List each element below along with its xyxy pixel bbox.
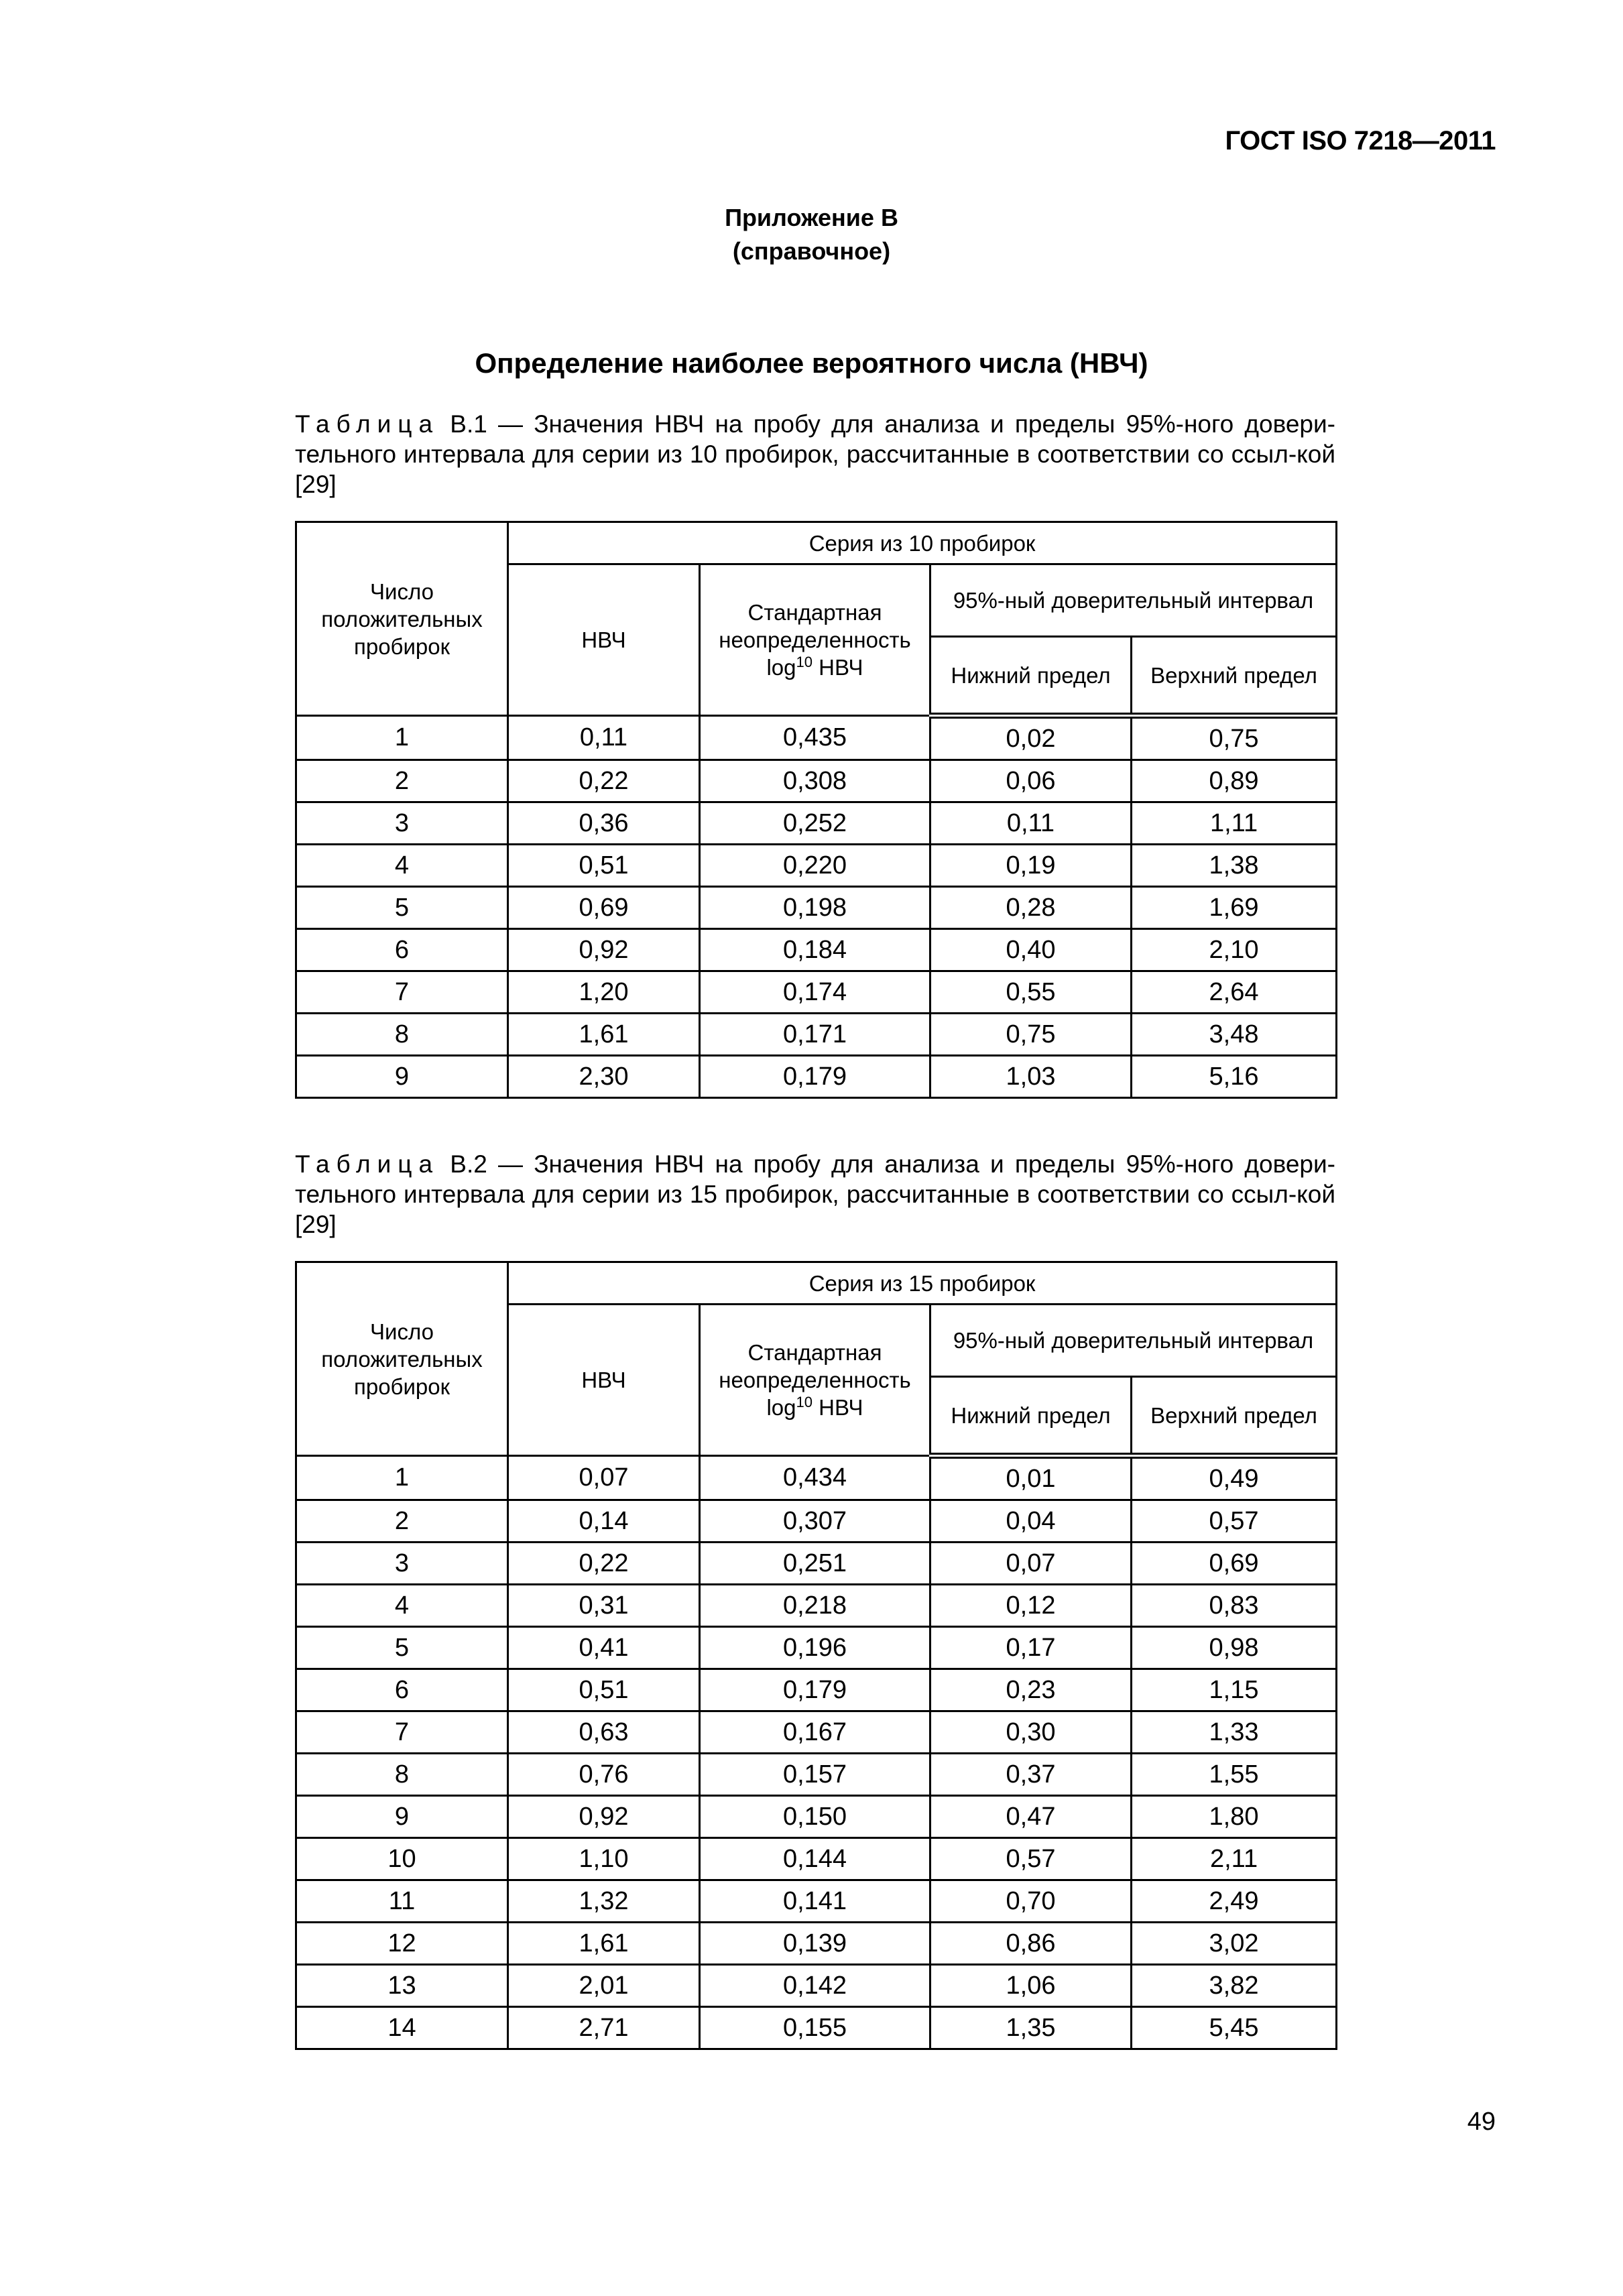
table-row bbox=[296, 1754, 1337, 1796]
table-cell: 3,02 bbox=[1132, 1923, 1337, 1965]
header-mpn: НВЧ bbox=[508, 564, 700, 716]
table-cell: 1,20 bbox=[508, 971, 700, 1014]
table-cell: 0,51 bbox=[508, 1669, 700, 1711]
table-b1-body bbox=[296, 716, 1337, 1098]
table-cell: 0,144 bbox=[700, 1838, 930, 1880]
table-cell: 0,150 bbox=[700, 1796, 930, 1838]
header-std-uncertainty bbox=[700, 1305, 930, 1456]
table-row bbox=[296, 845, 1337, 887]
table-cell: 0,141 bbox=[700, 1880, 930, 1923]
table-cell: 6 bbox=[296, 929, 508, 971]
table-row bbox=[296, 1543, 1337, 1585]
table-cell: 3,82 bbox=[1132, 1965, 1337, 2007]
table-row bbox=[296, 716, 1337, 760]
header-lower-limit: Нижний предел bbox=[930, 637, 1132, 716]
table-row bbox=[296, 1923, 1337, 1965]
table-cell: 10 bbox=[296, 1838, 508, 1880]
table-b1-caption bbox=[295, 409, 1335, 499]
table-cell: 0,19 bbox=[930, 845, 1132, 887]
header-positive-tubes: Число положительных пробирок bbox=[296, 1262, 508, 1456]
table-cell: 0,435 bbox=[700, 716, 930, 760]
table-cell: 0,75 bbox=[1132, 716, 1337, 760]
table-cell: 0,28 bbox=[930, 887, 1132, 929]
table-cell: 0,36 bbox=[508, 802, 700, 845]
header-confidence-interval: 95%-ный доверительный интервал bbox=[930, 1305, 1337, 1377]
table-cell: 0,55 bbox=[930, 971, 1132, 1014]
table-cell: 0,179 bbox=[700, 1669, 930, 1711]
table-row bbox=[296, 1796, 1337, 1838]
table-cell: 0,220 bbox=[700, 845, 930, 887]
std-suffix: НВЧ bbox=[813, 1395, 863, 1420]
header-series: Серия из 15 пробирок bbox=[508, 1262, 1337, 1305]
table-cell: 0,40 bbox=[930, 929, 1132, 971]
table-row bbox=[296, 1965, 1337, 2007]
table-row bbox=[296, 1585, 1337, 1627]
table-cell: 0,218 bbox=[700, 1585, 930, 1627]
table-cell: 13 bbox=[296, 1965, 508, 2007]
table-cell: 1,69 bbox=[1132, 887, 1337, 929]
table-cell: 1,32 bbox=[508, 1880, 700, 1923]
table-cell: 0,89 bbox=[1132, 760, 1337, 802]
table-cell: 0,92 bbox=[508, 929, 700, 971]
table-cell: 3,48 bbox=[1132, 1014, 1337, 1056]
table-cell: 0,307 bbox=[700, 1500, 930, 1543]
table-cell: 1 bbox=[296, 1456, 508, 1500]
table-cell: 0,63 bbox=[508, 1711, 700, 1754]
table-cell: 0,23 bbox=[930, 1669, 1132, 1711]
table-cell: 0,07 bbox=[508, 1456, 700, 1500]
table-row bbox=[296, 760, 1337, 802]
table-cell: 0,22 bbox=[508, 760, 700, 802]
table-cell: 0,22 bbox=[508, 1543, 700, 1585]
table-cell: 8 bbox=[296, 1754, 508, 1796]
table-cell: 2,49 bbox=[1132, 1880, 1337, 1923]
table-cell: 0,41 bbox=[508, 1627, 700, 1669]
table-cell: 0,179 bbox=[700, 1056, 930, 1098]
table-cell: 1,61 bbox=[508, 1014, 700, 1056]
std-suffix: НВЧ bbox=[813, 655, 863, 680]
table-cell: 0,252 bbox=[700, 802, 930, 845]
section-title: Определение наиболее вероятного числа (НВЧ) bbox=[475, 347, 1148, 379]
table-cell: 0,57 bbox=[1132, 1500, 1337, 1543]
table-b2-caption bbox=[295, 1149, 1335, 1240]
table-cell: 7 bbox=[296, 971, 508, 1014]
table-cell: 0,155 bbox=[700, 2007, 930, 2049]
table-cell: 0,14 bbox=[508, 1500, 700, 1543]
table-cell: 0,434 bbox=[700, 1456, 930, 1500]
table-cell: 5 bbox=[296, 887, 508, 929]
table-cell: 3 bbox=[296, 1543, 508, 1585]
table-cell: 6 bbox=[296, 1669, 508, 1711]
table-cell: 0,251 bbox=[700, 1543, 930, 1585]
table-cell: 0,174 bbox=[700, 971, 930, 1014]
table-cell: 12 bbox=[296, 1923, 508, 1965]
document-code: ГОСТ ISO 7218—2011 bbox=[1225, 126, 1496, 156]
table-cell: 0,171 bbox=[700, 1014, 930, 1056]
table-cell: 2,01 bbox=[508, 1965, 700, 2007]
table-cell: 1,33 bbox=[1132, 1711, 1337, 1754]
table-cell: 0,30 bbox=[930, 1711, 1132, 1754]
table-b2 bbox=[295, 1261, 1337, 2050]
table-cell: 5 bbox=[296, 1627, 508, 1669]
table-row bbox=[296, 1669, 1337, 1711]
table-cell: 2,30 bbox=[508, 1056, 700, 1098]
table-cell: 0,31 bbox=[508, 1585, 700, 1627]
table-row bbox=[296, 1056, 1337, 1098]
caption-label: Таблица bbox=[295, 410, 440, 438]
table-cell: 0,06 bbox=[930, 760, 1132, 802]
table-cell: 1,80 bbox=[1132, 1796, 1337, 1838]
table-cell: 1,35 bbox=[930, 2007, 1132, 2049]
table-cell: 0,12 bbox=[930, 1585, 1132, 1627]
table-cell: 0,157 bbox=[700, 1754, 930, 1796]
table-cell: 0,11 bbox=[508, 716, 700, 760]
table-cell: 0,69 bbox=[508, 887, 700, 929]
appendix-subtitle: (справочное) bbox=[732, 237, 891, 265]
table-cell: 2 bbox=[296, 1500, 508, 1543]
table-cell: 0,184 bbox=[700, 929, 930, 971]
table-cell: 5,16 bbox=[1132, 1056, 1337, 1098]
table-cell: 0,167 bbox=[700, 1711, 930, 1754]
table-cell: 0,75 bbox=[930, 1014, 1132, 1056]
table-row bbox=[296, 1456, 1337, 1500]
table-cell: 1,38 bbox=[1132, 845, 1337, 887]
header-mpn: НВЧ bbox=[508, 1305, 700, 1456]
table-cell: 0,02 bbox=[930, 716, 1132, 760]
table-cell: 0,51 bbox=[508, 845, 700, 887]
table-cell: 0,47 bbox=[930, 1796, 1132, 1838]
header-confidence-interval: 95%-ный доверительный интервал bbox=[930, 564, 1337, 637]
table-cell: 1 bbox=[296, 716, 508, 760]
table-row bbox=[296, 1500, 1337, 1543]
table-cell: 0,308 bbox=[700, 760, 930, 802]
table-cell: 0,142 bbox=[700, 1965, 930, 2007]
table-cell: 0,57 bbox=[930, 1838, 1132, 1880]
table-cell: 0,83 bbox=[1132, 1585, 1337, 1627]
table-cell: 14 bbox=[296, 2007, 508, 2049]
std-prefix: Стандартная неопределенность log bbox=[719, 600, 911, 680]
table-cell: 2,71 bbox=[508, 2007, 700, 2049]
table-cell: 1,10 bbox=[508, 1838, 700, 1880]
table-cell: 0,07 bbox=[930, 1543, 1132, 1585]
table-row bbox=[296, 971, 1337, 1014]
table-cell: 4 bbox=[296, 845, 508, 887]
table-cell: 2 bbox=[296, 760, 508, 802]
appendix-heading bbox=[0, 201, 1623, 268]
header-positive-tubes: Число положительных пробирок bbox=[296, 522, 508, 716]
table-row bbox=[296, 1014, 1337, 1056]
table-cell: 0,196 bbox=[700, 1627, 930, 1669]
std-sup: 10 bbox=[796, 654, 813, 670]
table-cell: 7 bbox=[296, 1711, 508, 1754]
table-b2-body bbox=[296, 1456, 1337, 2049]
table-row bbox=[296, 802, 1337, 845]
table-cell: 0,86 bbox=[930, 1923, 1132, 1965]
table-cell: 0,198 bbox=[700, 887, 930, 929]
caption-text: В.2 — Значения НВЧ на пробу для анализа и пределы 95%-ного довери-тельного интервала для серии из 15 пробирок, рассчитанные в соответствии со ссыл-кой [29] bbox=[295, 1150, 1335, 1238]
table-cell: 1,61 bbox=[508, 1923, 700, 1965]
table-cell: 0,69 bbox=[1132, 1543, 1337, 1585]
std-sup: 10 bbox=[796, 1394, 813, 1410]
header-upper-limit: Верхний предел bbox=[1132, 1377, 1337, 1456]
appendix-title: Приложение В bbox=[725, 204, 898, 231]
table-cell: 3 bbox=[296, 802, 508, 845]
caption-label: Таблица bbox=[295, 1150, 440, 1178]
table-cell: 2,11 bbox=[1132, 1838, 1337, 1880]
table-cell: 2,10 bbox=[1132, 929, 1337, 971]
table-cell: 0,17 bbox=[930, 1627, 1132, 1669]
header-lower-limit: Нижний предел bbox=[930, 1377, 1132, 1456]
header-series: Серия из 10 пробирок bbox=[508, 522, 1337, 564]
table-cell: 9 bbox=[296, 1796, 508, 1838]
table-cell: 1,11 bbox=[1132, 802, 1337, 845]
header-std-uncertainty bbox=[700, 564, 930, 716]
caption-text: В.1 — Значения НВЧ на пробу для анализа и пределы 95%-ного довери-тельного интервала для серии из 10 пробирок, рассчитанные в соответствии со ссыл-кой [29] bbox=[295, 410, 1335, 498]
table-cell: 0,37 bbox=[930, 1754, 1132, 1796]
table-cell: 1,55 bbox=[1132, 1754, 1337, 1796]
table-row bbox=[296, 2007, 1337, 2049]
table-cell: 11 bbox=[296, 1880, 508, 1923]
table-cell: 0,139 bbox=[700, 1923, 930, 1965]
table-row bbox=[296, 1627, 1337, 1669]
table-cell: 0,01 bbox=[930, 1456, 1132, 1500]
table-cell: 1,03 bbox=[930, 1056, 1132, 1098]
table-cell: 0,98 bbox=[1132, 1627, 1337, 1669]
table-cell: 0,49 bbox=[1132, 1456, 1337, 1500]
table-cell: 4 bbox=[296, 1585, 508, 1627]
std-prefix: Стандартная неопределенность log bbox=[719, 1340, 911, 1420]
table-row bbox=[296, 1711, 1337, 1754]
table-row bbox=[296, 887, 1337, 929]
table-cell: 0,92 bbox=[508, 1796, 700, 1838]
page-number: 49 bbox=[1467, 2108, 1496, 2136]
table-cell: 5,45 bbox=[1132, 2007, 1337, 2049]
table-row bbox=[296, 1880, 1337, 1923]
table-cell: 9 bbox=[296, 1056, 508, 1098]
table-cell: 1,06 bbox=[930, 1965, 1132, 2007]
table-cell: 0,76 bbox=[508, 1754, 700, 1796]
table-row bbox=[296, 1838, 1337, 1880]
table-cell: 2,64 bbox=[1132, 971, 1337, 1014]
table-cell: 0,04 bbox=[930, 1500, 1132, 1543]
header-upper-limit: Верхний предел bbox=[1132, 637, 1337, 716]
table-b1 bbox=[295, 521, 1337, 1099]
table-cell: 0,11 bbox=[930, 802, 1132, 845]
table-cell: 1,15 bbox=[1132, 1669, 1337, 1711]
table-cell: 0,70 bbox=[930, 1880, 1132, 1923]
table-cell: 8 bbox=[296, 1014, 508, 1056]
table-row bbox=[296, 929, 1337, 971]
